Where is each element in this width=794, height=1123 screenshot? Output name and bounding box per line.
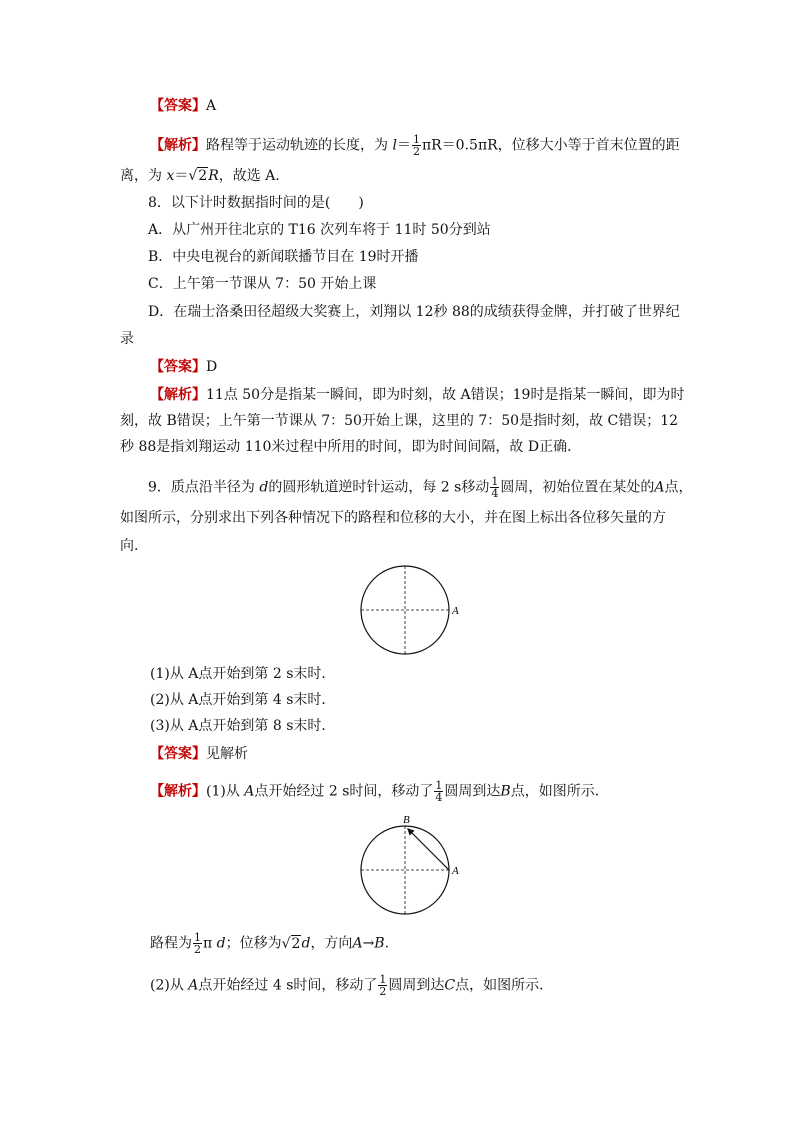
var-d: d bbox=[259, 479, 269, 496]
frac-den: 2 bbox=[379, 985, 387, 998]
answer-tag: 【答案】 bbox=[150, 746, 206, 762]
q8-option-b: B．中央电视台的新闻联播节目在 19时开播 bbox=[148, 249, 419, 265]
equals: ＝ bbox=[174, 168, 189, 184]
point-a: A bbox=[352, 935, 363, 952]
period: . bbox=[384, 935, 390, 952]
fraction-half bbox=[412, 134, 421, 157]
q7-analysis-line-1 bbox=[150, 134, 680, 157]
question-text: 的圆形轨道逆时针运动，每 2 s移动 bbox=[268, 479, 490, 496]
circle-track bbox=[361, 566, 449, 654]
equals: ＝ bbox=[396, 137, 411, 154]
analysis-text: 点开始经过 2 s时间，移动了 bbox=[254, 783, 434, 800]
frac-num: 1 bbox=[412, 133, 420, 146]
q8-option-a: A．从广州开往北京的 T16 次列车将于 11时 50分到站 bbox=[148, 222, 491, 238]
analysis-text: 路程等于运动轨迹的长度，为 bbox=[206, 137, 393, 154]
q8-answer-line bbox=[150, 357, 217, 377]
point-a: A bbox=[244, 783, 255, 800]
analysis-tag: 【解析】 bbox=[150, 387, 206, 403]
displacement-arrow bbox=[408, 829, 449, 870]
q7-analysis-line-2 bbox=[120, 166, 280, 186]
fraction-half bbox=[193, 932, 202, 955]
answer-tag: 【答案】 bbox=[150, 359, 206, 375]
answer-tag: 【答案】 bbox=[150, 98, 206, 114]
analysis-text: 路程为 bbox=[150, 935, 192, 952]
frac-den: 4 bbox=[491, 487, 499, 500]
label-a: A bbox=[452, 605, 459, 617]
q8-option-d-line-1: D．在瑞士洛桑田径超级大奖赛上，刘翔以 12秒 88的成绩获得金牌，并打破了世界纪 bbox=[148, 304, 680, 320]
analysis-text: ；位移为 bbox=[225, 935, 282, 952]
q8-analysis-line-3: 秒 88是指刘翔运动 110米过程中所用的时间，即为时间间隔，故 D正确． bbox=[120, 439, 582, 455]
answer-value: 见解析 bbox=[206, 746, 248, 762]
circle-figure-1 bbox=[355, 563, 465, 661]
pi-symbol: π bbox=[203, 935, 213, 952]
sqrt-expression: √2 bbox=[281, 935, 301, 952]
analysis-tag: 【解析】 bbox=[150, 783, 206, 800]
q8-analysis-line-2: 刻，故 B错误；上午第一节课从 7：50开始上课，这里的 7：50是指时刻，故 C错误；12 bbox=[120, 413, 679, 429]
frac-den: 2 bbox=[194, 943, 201, 956]
sqrt-radicand: 2 bbox=[291, 935, 301, 952]
answer-value: D bbox=[206, 359, 218, 375]
question-text: 9．质点沿半径为 bbox=[148, 479, 260, 496]
answer-value: A bbox=[206, 98, 217, 114]
q8-analysis-line-1 bbox=[150, 385, 684, 405]
analysis-text: 离，为 bbox=[120, 168, 167, 184]
q9-path-line bbox=[150, 932, 389, 955]
analysis-text: πR＝0.5πR，位移大小等于首末位置的距 bbox=[421, 137, 680, 154]
circle-figure-2 bbox=[355, 812, 465, 918]
analysis-text: 点，如图所示． bbox=[455, 977, 554, 994]
fraction-half bbox=[378, 974, 387, 997]
fraction-quarter bbox=[434, 780, 443, 803]
frac-num: 1 bbox=[379, 973, 387, 986]
q9-sub-3: (3)从 A点开始到第 8 s末时． bbox=[150, 718, 336, 734]
var-d: d bbox=[216, 935, 226, 952]
question-text: 圆周，初始位置在某处的 bbox=[500, 479, 655, 496]
analysis-text: 点，如图所示． bbox=[510, 783, 609, 800]
q9-question-line-1 bbox=[148, 476, 692, 499]
analysis-tag: 【解析】 bbox=[150, 137, 206, 154]
var-r: R bbox=[208, 168, 219, 184]
var-d: d bbox=[301, 935, 311, 952]
q9-analysis-line-2 bbox=[150, 974, 553, 997]
q8-option-d-line-2: 录 bbox=[120, 331, 134, 347]
frac-num: 1 bbox=[435, 779, 443, 792]
point-b: B bbox=[500, 783, 511, 800]
q9-question-line-2: 如图所示，分别求出下列各种情况下的路程和位移的大小，并在图上标出各位移矢量的方 bbox=[120, 510, 666, 526]
point-b: B bbox=[374, 935, 385, 952]
analysis-text: ，故选 A. bbox=[218, 168, 280, 184]
sqrt-radicand: 2 bbox=[198, 168, 208, 184]
question-text: 点， bbox=[664, 479, 693, 496]
var-x: x bbox=[166, 168, 175, 184]
point-a: A bbox=[654, 479, 665, 496]
fraction-quarter bbox=[490, 476, 499, 499]
q9-sub-2: (2)从 A点开始到第 4 s末时． bbox=[150, 692, 336, 708]
point-c: C bbox=[444, 977, 456, 994]
sqrt-expression: √2 bbox=[188, 168, 208, 184]
q9-answer-line bbox=[150, 744, 248, 764]
q8-question: 8．以下计时数据指时间的是( ) bbox=[148, 195, 364, 211]
label-a: A bbox=[452, 865, 459, 877]
analysis-text: (1)从 bbox=[206, 783, 245, 800]
analysis-text: 圆周到达 bbox=[388, 977, 445, 994]
circle-track bbox=[361, 826, 449, 914]
frac-den: 4 bbox=[435, 791, 443, 804]
q9-sub-1: (1)从 A点开始到第 2 s末时． bbox=[150, 666, 336, 682]
q7-answer-line bbox=[150, 96, 216, 116]
point-a: A bbox=[188, 977, 199, 994]
analysis-text: (2)从 bbox=[150, 977, 189, 994]
analysis-text: 11点 50分是指某一瞬间，即为时刻，故 A错误；19时是指某一瞬间，即为时 bbox=[206, 387, 685, 403]
frac-den: 2 bbox=[412, 145, 420, 158]
label-b: B bbox=[403, 814, 410, 826]
q9-question-line-3: 向. bbox=[120, 538, 139, 554]
analysis-text: 圆周到达 bbox=[444, 783, 501, 800]
var-l: l bbox=[392, 137, 397, 154]
q9-analysis-line-1 bbox=[150, 780, 609, 803]
frac-num: 1 bbox=[491, 475, 499, 488]
q8-option-c: C．上午第一节课从 7：50 开始上课 bbox=[148, 276, 377, 292]
analysis-text: ，方向 bbox=[310, 935, 353, 952]
analysis-text: 点开始经过 4 s时间，移动了 bbox=[198, 977, 378, 994]
frac-num: 1 bbox=[194, 931, 201, 944]
arrow-symbol: → bbox=[362, 935, 375, 952]
